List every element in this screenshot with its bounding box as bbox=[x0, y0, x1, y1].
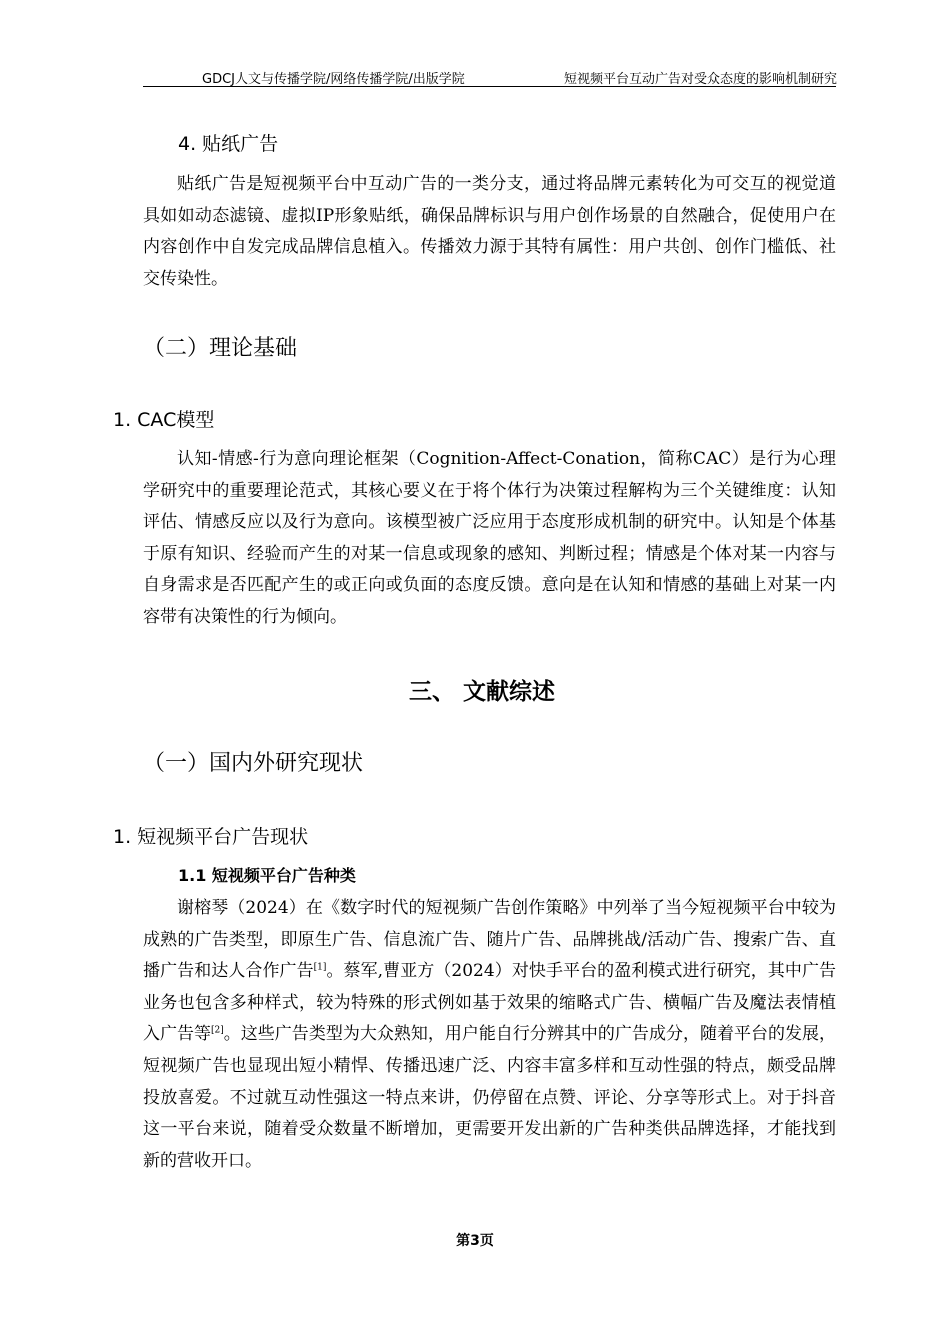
ads-text-part-3: 。这些广告类型为大众熟知，用户能自行分辨其中的广告成分，随着平台的发展，短视频广告也显现出短小精悍、传播迅速广泛、内容丰富多样和互动性强的特点，颇受品牌投放喜爱。不过就互动性强这一特点来讲，仍停留在点赞、评论、分享等形式上。对于抖音这一平台来说，随着受众数量不断增加，更需要开发出新的广告种类供品牌选择，才能找到新的营收开口。 bbox=[143, 1024, 837, 1171]
header-divider bbox=[143, 86, 836, 87]
page-number: 第3页 bbox=[456, 1233, 494, 1249]
running-header-left: GDCJ人文与传播学院/网络传播学院/出版学院 bbox=[202, 72, 465, 87]
ads-text-part-1: 谢榕琴（2024）在《数字时代的短视频广告创作策略》中列举了当今短视频平台中较为成熟的广告类型，即原生广告、信息流广告、随片广告、品牌挑战/活动广告、搜索广告、直播广告和达人合作广告 bbox=[143, 898, 836, 982]
short-video-ads-status-heading: 1. 短视频平台广告现状 bbox=[113, 826, 309, 848]
citation-2[interactable]: [2] bbox=[211, 1025, 224, 1036]
ads-types-paragraph bbox=[143, 893, 836, 1177]
citation-1[interactable]: [1] bbox=[313, 962, 327, 973]
running-header-right: 短视频平台互动广告对受众态度的影响机制研究 bbox=[563, 72, 837, 87]
sticker-ad-paragraph: 贴纸广告是短视频平台中互动广告的一类分支，通过将品牌元素转化为可交互的视觉道具如如动态滤镜、虚拟IP形象贴纸，确保品牌标识与用户创作场景的自然融合，促使用户在内容创作中自发完成品牌信息植入。传播效力源于其特有属性：用户共创、创作门槛低、社交传染性。 bbox=[143, 174, 836, 289]
theory-section-heading: （二）理论基础 bbox=[143, 336, 298, 361]
cac-model-heading: 1. CAC模型 bbox=[113, 409, 215, 431]
cac-model-paragraph: 认知-情感-行为意向理论框架（Cognition-Affect-Conation，简称CAC）是行为心理学研究中的重要理论范式，其核心要义在于将个体行为决策过程解构为三个关键维度：认知评估、情感反应以及行为意向。该模型被广泛应用于态度形成机制的研究中。认知是个体基于原有知识、经验而产生的对某一信息或现象的感知、判断过程；情感是个体对某一内容与自身需求是否匹配产生的或正向或负面的态度反馈。意向是在认知和情感的基础上对某一内容带有决策性的行为倾向。 bbox=[143, 449, 836, 627]
research-status-heading: （一）国内外研究现状 bbox=[143, 751, 364, 776]
short-video-ads-types-heading: 1.1 短视频平台广告种类 bbox=[178, 866, 356, 885]
sticker-ad-heading: 4. 贴纸广告 bbox=[178, 133, 279, 155]
chapter-heading: 三、 文献综述 bbox=[409, 679, 556, 705]
ads-text-part-2: 。蔡军,曹亚方（2024）对快手平台的盈利模式进行研究，其中广告业务也包含多种样式，较为特殊的形式例如基于效果的缩略式广告、横幅广告及魔法表情植入广告等 bbox=[143, 961, 837, 1045]
